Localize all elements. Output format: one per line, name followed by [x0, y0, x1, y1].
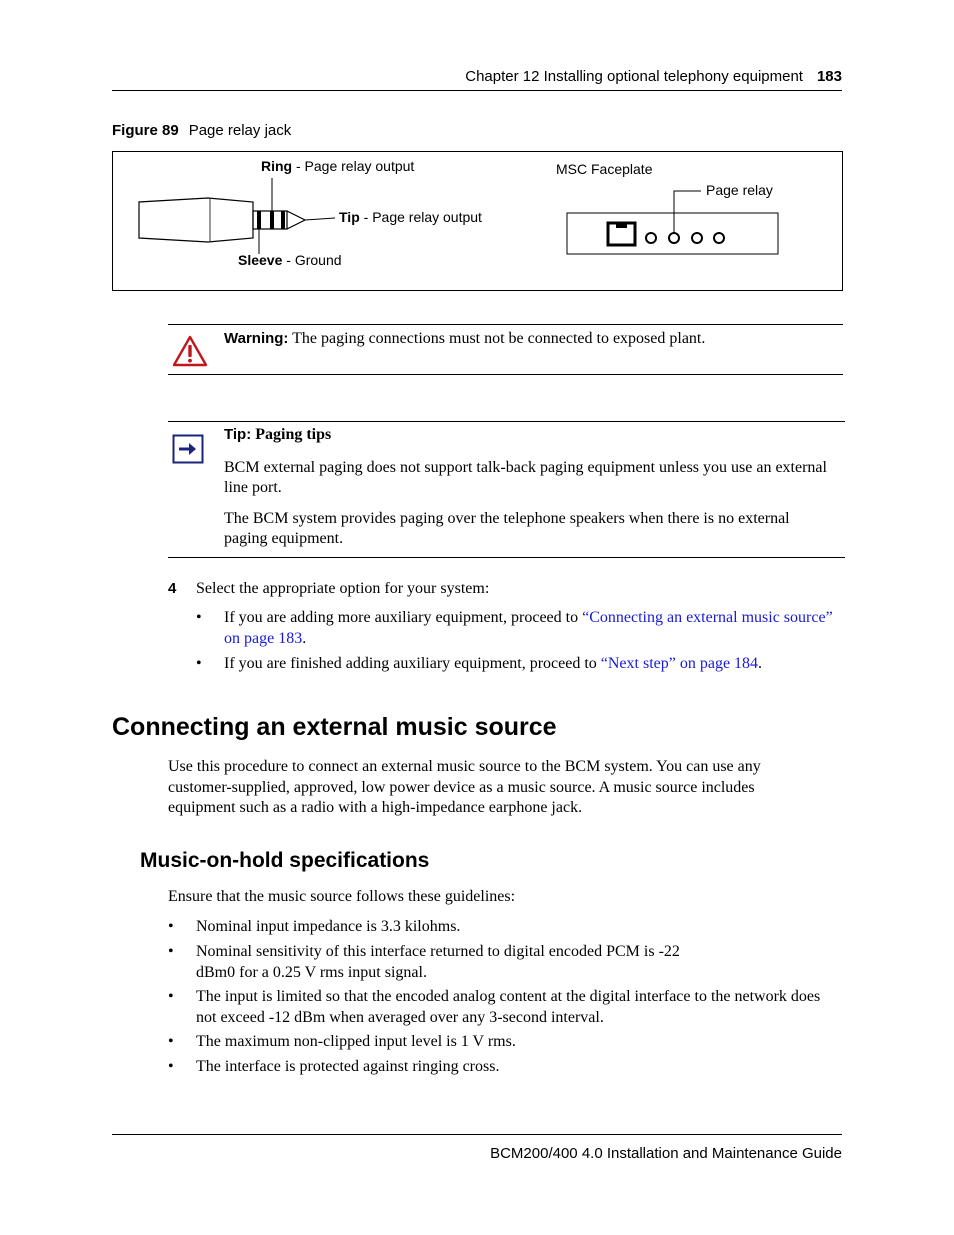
page-relay-label: Page relay: [706, 182, 773, 198]
tip-content: [224, 425, 836, 550]
tip-label: Tip:: [224, 426, 252, 443]
figure-title: Page relay jack: [188, 122, 292, 139]
faceplate-jack-4: [714, 233, 724, 243]
spec-bullet: • The maximum non-clipped input level is 1 V rms.: [168, 1033, 516, 1050]
figure-page-relay-jack: [112, 151, 843, 291]
subsection-intro: Ensure that the music source follows these guidelines:: [168, 888, 516, 905]
warning-label: Warning:: [224, 330, 289, 347]
footer-text: BCM200/400 4.0 Installation and Maintenance Guide: [490, 1145, 842, 1162]
tip-band: [281, 211, 285, 229]
figure-number: Figure 89: [112, 122, 179, 139]
step-text: Select the appropriate option for your system:: [196, 580, 490, 597]
section-title: Connecting an external music source: [112, 713, 557, 741]
faceplate-jack-3: [692, 233, 702, 243]
faceplate-label: MSC Faceplate: [556, 161, 653, 177]
sleeve-label: Sleeve - Ground: [238, 252, 342, 268]
ring-band: [270, 211, 274, 229]
tip-paragraph-1: BCM external paging does not support talk-back paging equipment unless you use an external line port.: [224, 458, 827, 496]
warning-icon: [172, 335, 208, 367]
warning-message: The paging connections must not be connected to exposed plant.: [288, 330, 706, 347]
arrow-right-icon: [172, 434, 204, 464]
link-next-step[interactable]: “Next step” on page 184: [600, 655, 759, 672]
link-connecting-external-music-source[interactable]: “Connecting an external music source” on page 183: [224, 609, 833, 647]
warning-notice: [168, 324, 843, 375]
spec-bullet: • The interface is protected against ringing cross.: [168, 1058, 500, 1075]
page-footer: [112, 1134, 842, 1162]
port-notch: [616, 223, 627, 228]
warning-text: [224, 329, 834, 350]
tip-notice: [168, 421, 845, 558]
header-text: [465, 68, 842, 85]
subsection-title: Music-on-hold specifications: [140, 849, 430, 872]
spec-bullet: • Nominal sensitivity of this interface returned to digital encoded PCM is -22 dBm0 for a 0.25 V rms input signal.: [168, 943, 680, 981]
step-bullet-2: • If you are finished adding auxiliary equipment, proceed to “Next step” on page 184.: [196, 655, 763, 672]
step-bullet-1: • If you are adding more auxiliary equipment, proceed to “Connecting an external music source” on page 183.: [196, 609, 833, 647]
chapter-title: Chapter 12 Installing optional telephony equipment: [465, 68, 803, 85]
tip-leader: [305, 218, 335, 220]
faceplate-jack-page-relay: [669, 233, 679, 243]
tip-paragraph-2: The BCM system provides paging over the telephone speakers when there is no external paging equipment.: [224, 509, 790, 547]
plug-tip: [287, 211, 305, 229]
spec-bullet: • Nominal input impedance is 3.3 kilohms.: [168, 918, 461, 935]
tip-heading: [224, 425, 836, 446]
page-header: [112, 66, 842, 91]
ring-label: Ring - Page relay output: [261, 158, 415, 174]
step-number: 4: [168, 580, 177, 597]
figure-caption: [112, 122, 291, 139]
plug-body: [139, 198, 253, 242]
faceplate-jack-1: [646, 233, 656, 243]
page-relay-leader: [674, 191, 701, 233]
section-intro: Use this procedure to connect an external music source to the BCM system. You can use any customer-supplied, approved, low power device as a music source. A music source includes equipment such as a radio with a high-impedance earphone jack.: [168, 758, 761, 816]
spec-bullet: • The input is limited so that the encoded analog content at the digital interface to the network does not exceed -12 dBm when averaged over any 3-second interval.: [168, 988, 821, 1026]
page-number: 183: [816, 68, 842, 85]
tip-label: Tip - Page relay output: [339, 209, 482, 225]
sleeve-band: [257, 211, 261, 229]
tip-title: Paging tips: [251, 426, 332, 443]
